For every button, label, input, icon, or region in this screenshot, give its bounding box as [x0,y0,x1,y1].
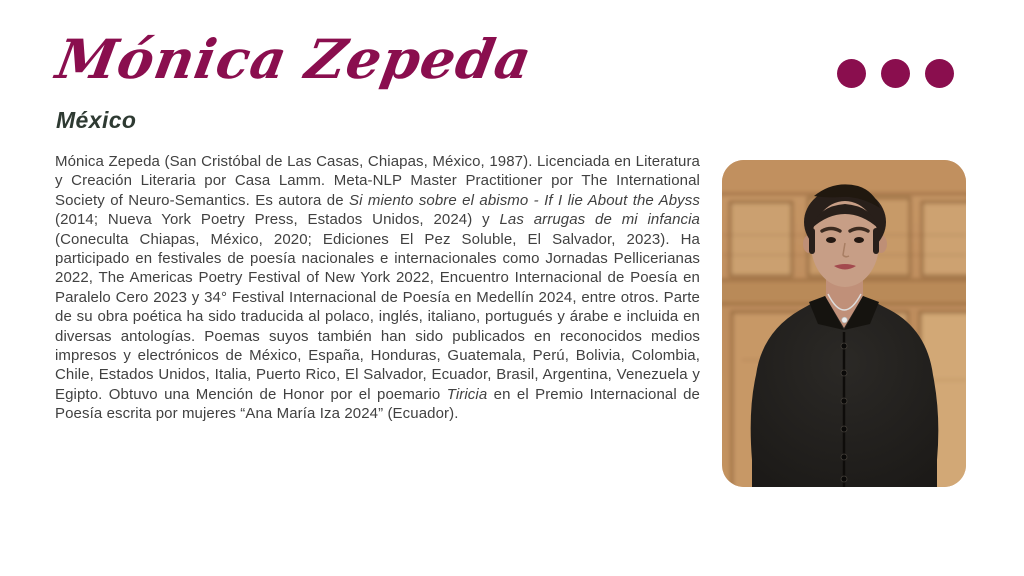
sideburn-right [873,228,879,254]
bio-paragraph [55,152,700,424]
author-name-script: Mónica Zepeda [51,27,537,91]
author-photo-illustration [722,160,966,487]
eye-left [826,237,836,243]
author-photo [722,160,966,487]
dot [925,59,954,88]
sideburn-left [809,228,815,254]
eye-right [854,237,864,243]
dot [881,59,910,88]
country-label: México [56,107,137,133]
dot [837,59,866,88]
decorative-dots [837,59,954,88]
bio-text: Mónica Zepeda (San Cristóbal de Las Casas, Chiapas, México, 1987). Licenciada en Literatura y Creación Literaria por Casa Lamm. Meta-NLP Master Practitioner por The International Society of Neuro-Semantics. Es autora de Si miento sobre el abismo - If I lie About the Abyss (2014; Nueva York Poetry Press, Estados Unidos, 2024) y Las arrugas de mi infancia (Coneculta Chiapas, México, 2020; Ediciones El Pez Soluble, El Salvador, 2023). Ha participado en festivales de poesía nacionales e internacionales como Jornadas Pellicerianas 2022, The Americas Poetry Festival of New York 2022, Encuentro Internacional de Poesía en Paralelo Cero 2023 y 34° Festival Internacional de Poesía en Medellín 2024, entre otros. Parte de su obra poética ha sido traducida al polaco, inglés, italiano, portugués y árabe e incluida en diversas antologías. Poemas suyos también han sido publicados en reconocidos medios impresos y electrónicos de México, España, Honduras, Guatemala, Perú, Bolivia, Colombia, Chile, Estados Unidos, Italia, Puerto Rico, El Salvador, Ecuador, Brasil, Argentina, Venezuela y Egipto. Obtuvo una Mención de Honor por el poemario Tiricia en el Premio Internacional de Poesía escrita por mujeres “Ana María Iza 2024” (Ecuador). [55,153,700,423]
necklace-pendant [842,317,848,323]
